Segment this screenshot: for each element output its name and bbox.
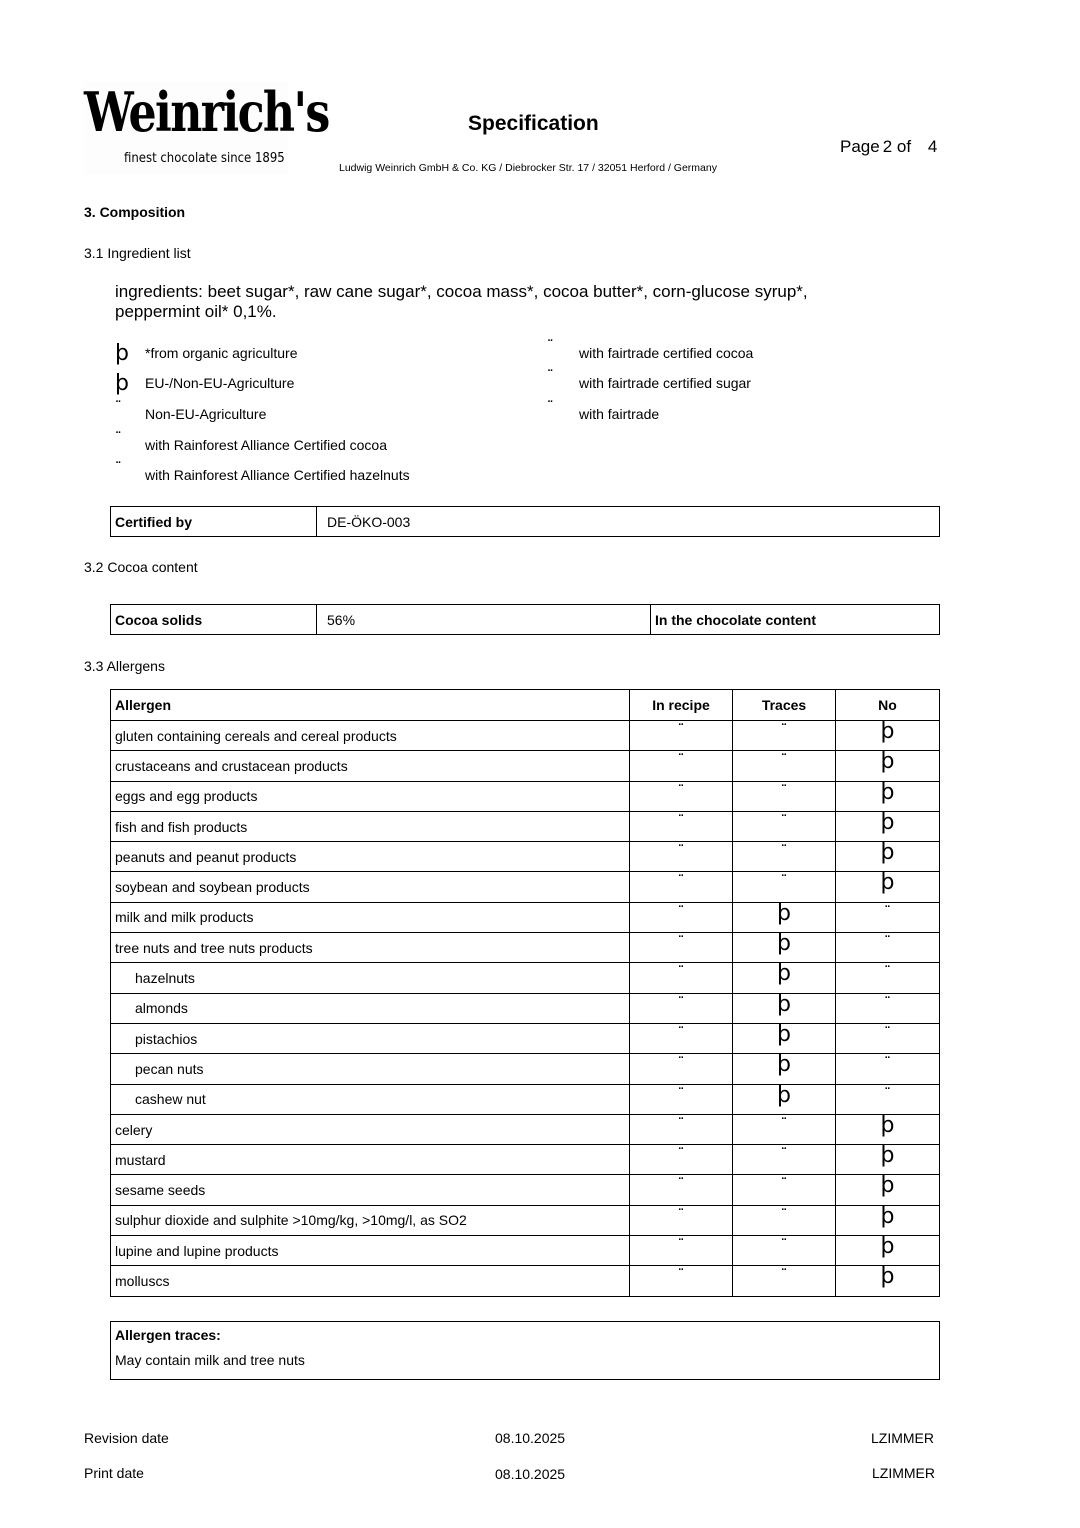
allergen-no-cell xyxy=(836,1236,940,1266)
legend-item-left-2: Non-EU-Agriculture xyxy=(145,406,267,422)
certified-table xyxy=(110,506,940,537)
print-user: LZIMMER xyxy=(872,1465,935,1481)
legend-item-left-4: with Rainforest Alliance Certified hazelnuts xyxy=(145,467,410,483)
unchecked-box-icon: ¨ xyxy=(677,965,685,981)
legend-item-right-2: with fairtrade xyxy=(579,406,660,422)
allergen-name: milk and milk products xyxy=(111,902,630,932)
allergen-no-cell xyxy=(836,721,940,751)
page-label: Page xyxy=(840,137,880,156)
unchecked-box-icon: ¨ xyxy=(677,1147,685,1163)
unchecked-box-icon: ¨ xyxy=(677,783,685,799)
allergen-traces-label: Allergen traces: xyxy=(115,1327,221,1343)
allergen-name: hazelnuts xyxy=(111,963,630,993)
allergen-traces-cell xyxy=(733,993,836,1023)
unchecked-box-icon: ¨ xyxy=(677,723,685,738)
allergen-traces-cell xyxy=(733,721,836,751)
header-traces: Traces xyxy=(733,690,836,721)
allergen-traces-cell xyxy=(733,1236,836,1266)
allergen-in-recipe-cell xyxy=(630,1023,733,1053)
allergen-in-recipe-cell xyxy=(630,721,733,751)
allergen-traces-cell xyxy=(733,811,836,841)
allergen-name: pecan nuts xyxy=(111,1054,630,1084)
subsection-cocoa: 3.2 Cocoa content xyxy=(84,559,198,575)
unchecked-box-icon: ¨ xyxy=(780,723,788,738)
allergen-name: fish and fish products xyxy=(111,811,630,841)
checked-box-icon: þ xyxy=(880,840,895,866)
legend-item-right-1: with fairtrade certified sugar xyxy=(579,375,751,391)
allergen-traces-cell xyxy=(733,751,836,781)
unchecked-box-icon: ¨ xyxy=(677,995,685,1011)
page-indicator xyxy=(840,137,937,157)
unchecked-box-icon: ¨ xyxy=(884,995,891,1011)
allergen-name: molluscs xyxy=(111,1266,630,1296)
page-current: 2 xyxy=(882,137,893,156)
allergen-row xyxy=(111,933,940,963)
allergen-name: eggs and egg products xyxy=(111,781,630,811)
subsection-ingredients: 3.1 Ingredient list xyxy=(84,245,191,261)
checked-box-icon: þ xyxy=(880,1173,895,1199)
allergen-no-cell xyxy=(836,902,940,932)
unchecked-box-icon: ¨ xyxy=(677,904,685,920)
allergen-in-recipe-cell xyxy=(630,963,733,993)
checked-box-icon: þ xyxy=(880,719,895,744)
allergen-traces-cell xyxy=(733,902,836,932)
allergen-row xyxy=(111,1023,940,1053)
allergen-name: peanuts and peanut products xyxy=(111,842,630,872)
allergen-in-recipe-cell xyxy=(630,1114,733,1144)
allergen-name: gluten containing cereals and cereal products xyxy=(111,721,630,751)
allergen-no-cell xyxy=(836,933,940,963)
allergen-no-cell xyxy=(836,1175,940,1205)
allergen-traces-cell xyxy=(733,872,836,902)
allergen-in-recipe-cell xyxy=(630,811,733,841)
unchecked-box-icon: ¨ xyxy=(884,904,891,920)
allergen-traces-cell xyxy=(733,1266,836,1296)
allergen-row xyxy=(111,963,940,993)
unchecked-box-icon: ¨ xyxy=(780,783,788,799)
checked-box-icon: þ xyxy=(777,900,791,926)
allergen-in-recipe-cell xyxy=(630,1175,733,1205)
allergen-no-cell xyxy=(836,811,940,841)
allergen-traces-cell xyxy=(733,933,836,963)
checked-box-icon: þ xyxy=(880,779,895,805)
allergen-row xyxy=(111,751,940,781)
unchecked-box-icon: ¨ xyxy=(115,400,122,415)
legend-item-left-0: *from organic agriculture xyxy=(145,345,298,361)
allergen-table xyxy=(110,689,940,1297)
allergen-in-recipe-cell xyxy=(630,872,733,902)
allergen-in-recipe-cell xyxy=(630,1266,733,1296)
checked-box-icon: þ xyxy=(115,341,129,366)
revision-label: Revision date xyxy=(84,1430,169,1446)
allergen-traces-box xyxy=(110,1321,940,1380)
document-title: Specification xyxy=(468,112,599,135)
unchecked-box-icon: ¨ xyxy=(884,1056,891,1072)
checked-box-icon: þ xyxy=(880,809,895,835)
legend-item-left-1: EU-/Non-EU-Agriculture xyxy=(145,375,295,391)
allergen-row xyxy=(111,1054,940,1084)
allergen-row xyxy=(111,993,940,1023)
unchecked-box-icon: ¨ xyxy=(547,369,554,384)
checked-box-icon: þ xyxy=(880,1234,895,1260)
allergen-traces-text: May contain milk and tree nuts xyxy=(115,1352,305,1368)
checked-box-icon: þ xyxy=(880,1203,895,1229)
certified-value: DE-ÖKO-003 xyxy=(317,507,940,537)
certified-label: Certified by xyxy=(111,507,317,537)
allergen-in-recipe-cell xyxy=(630,1236,733,1266)
legend-item-right-0: with fairtrade certified cocoa xyxy=(579,345,754,361)
logo-tagline: finest chocolate since 1895 xyxy=(124,151,285,166)
allergen-row xyxy=(111,1145,940,1175)
allergen-in-recipe-cell xyxy=(630,751,733,781)
unchecked-box-icon: ¨ xyxy=(780,1147,788,1163)
unchecked-box-icon: ¨ xyxy=(780,844,788,860)
subsection-allergens: 3.3 Allergens xyxy=(84,658,165,674)
header-allergen: Allergen xyxy=(111,690,630,721)
allergen-row xyxy=(111,1114,940,1144)
cocoa-label: Cocoa solids xyxy=(111,605,317,635)
allergen-no-cell xyxy=(836,1023,940,1053)
revision-date: 08.10.2025 xyxy=(495,1430,566,1446)
allergen-name: cashew nut xyxy=(111,1084,630,1114)
checked-box-icon: þ xyxy=(880,1264,895,1290)
unchecked-box-icon: ¨ xyxy=(115,431,122,446)
checked-box-icon: þ xyxy=(880,1112,895,1138)
allergen-no-cell xyxy=(836,781,940,811)
unchecked-box-icon: ¨ xyxy=(547,339,554,354)
cocoa-note: In the chocolate content xyxy=(651,605,940,635)
allergen-no-cell xyxy=(836,872,940,902)
allergen-traces-cell xyxy=(733,781,836,811)
allergen-no-cell xyxy=(836,1145,940,1175)
allergen-name: sulphur dioxide and sulphite >10mg/kg, >10mg/l, as SO2 xyxy=(111,1205,630,1235)
allergen-row xyxy=(111,781,940,811)
page-total: 4 xyxy=(927,137,938,156)
allergen-traces-cell xyxy=(733,842,836,872)
section-title: 3. Composition xyxy=(84,204,186,220)
allergen-no-cell xyxy=(836,1084,940,1114)
allergen-no-cell xyxy=(836,963,940,993)
allergen-row xyxy=(111,721,940,751)
allergen-row xyxy=(111,1084,940,1114)
unchecked-box-icon: ¨ xyxy=(780,813,788,829)
unchecked-box-icon: ¨ xyxy=(547,400,554,415)
unchecked-box-icon: ¨ xyxy=(677,1116,685,1132)
unchecked-box-icon: ¨ xyxy=(780,1268,788,1284)
checked-box-icon: þ xyxy=(777,1052,791,1078)
revision-user: LZIMMER xyxy=(871,1430,934,1446)
company-address: Ludwig Weinrich GmbH & Co. KG / Diebrocker Str. 17 / 32051 Herford / Germany xyxy=(339,162,717,174)
checked-box-icon: þ xyxy=(777,1021,791,1047)
allergen-row xyxy=(111,1266,940,1296)
header-no: No xyxy=(836,690,940,721)
unchecked-box-icon: ¨ xyxy=(677,1086,685,1102)
ingredient-line-2: peppermint oil* 0,1%. xyxy=(115,302,277,321)
allergen-name: tree nuts and tree nuts products xyxy=(111,933,630,963)
page-of: of xyxy=(896,137,912,156)
allergen-in-recipe-cell xyxy=(630,1084,733,1114)
checked-box-icon: þ xyxy=(777,991,791,1017)
unchecked-box-icon: ¨ xyxy=(677,1207,685,1223)
allergen-traces-cell xyxy=(733,1054,836,1084)
checked-box-icon: þ xyxy=(880,749,895,775)
allergen-in-recipe-cell xyxy=(630,1205,733,1235)
unchecked-box-icon: ¨ xyxy=(677,1177,685,1193)
allergen-traces-cell xyxy=(733,963,836,993)
allergen-no-cell xyxy=(836,1054,940,1084)
unchecked-box-icon: ¨ xyxy=(884,965,891,981)
allergen-in-recipe-cell xyxy=(630,902,733,932)
unchecked-box-icon: ¨ xyxy=(677,844,685,860)
allergen-row xyxy=(111,1205,940,1235)
print-date: 08.10.2025 xyxy=(495,1466,566,1482)
allergen-header-row xyxy=(111,690,940,721)
allergen-traces-cell xyxy=(733,1205,836,1235)
legend-item-left-3: with Rainforest Alliance Certified cocoa xyxy=(145,437,388,453)
allergen-no-cell xyxy=(836,842,940,872)
checked-box-icon: þ xyxy=(880,870,895,896)
allergen-row xyxy=(111,872,940,902)
unchecked-box-icon: ¨ xyxy=(884,935,891,951)
unchecked-box-icon: ¨ xyxy=(677,813,685,829)
unchecked-box-icon: ¨ xyxy=(780,753,788,769)
allergen-in-recipe-cell xyxy=(630,1145,733,1175)
allergen-in-recipe-cell xyxy=(630,993,733,1023)
unchecked-box-icon: ¨ xyxy=(780,1238,788,1254)
unchecked-box-icon: ¨ xyxy=(677,1056,685,1072)
allergen-no-cell xyxy=(836,993,940,1023)
unchecked-box-icon: ¨ xyxy=(115,461,122,476)
allergen-name: mustard xyxy=(111,1145,630,1175)
allergen-no-cell xyxy=(836,1205,940,1235)
allergen-traces-cell xyxy=(733,1175,836,1205)
allergen-no-cell xyxy=(836,1266,940,1296)
ingredient-list xyxy=(115,282,895,322)
print-label: Print date xyxy=(84,1465,144,1481)
checked-box-icon: þ xyxy=(777,961,791,987)
allergen-no-cell xyxy=(836,751,940,781)
allergen-name: soybean and soybean products xyxy=(111,872,630,902)
allergen-in-recipe-cell xyxy=(630,933,733,963)
allergen-in-recipe-cell xyxy=(630,1054,733,1084)
allergen-name: pistachios xyxy=(111,1023,630,1053)
unchecked-box-icon: ¨ xyxy=(884,1025,891,1041)
allergen-name: lupine and lupine products xyxy=(111,1236,630,1266)
unchecked-box-icon: ¨ xyxy=(677,1268,685,1284)
unchecked-box-icon: ¨ xyxy=(780,1116,788,1132)
header-in-recipe: In recipe xyxy=(630,690,733,721)
unchecked-box-icon: ¨ xyxy=(780,1207,788,1223)
allergen-traces-cell xyxy=(733,1114,836,1144)
allergen-row xyxy=(111,842,940,872)
unchecked-box-icon: ¨ xyxy=(780,1177,788,1193)
allergen-rows xyxy=(111,721,940,1297)
allergen-name: sesame seeds xyxy=(111,1175,630,1205)
cocoa-table xyxy=(110,604,940,635)
ingredient-line-1: ingredients: beet sugar*, raw cane sugar*, cocoa mass*, cocoa butter*, corn-glucose syrup*, xyxy=(115,282,808,301)
checked-box-icon: þ xyxy=(777,1082,791,1108)
unchecked-box-icon: ¨ xyxy=(677,1025,685,1041)
allergen-traces-cell xyxy=(733,1023,836,1053)
unchecked-box-icon: ¨ xyxy=(780,874,788,890)
allergen-in-recipe-cell xyxy=(630,781,733,811)
allergen-no-cell xyxy=(836,1114,940,1144)
unchecked-box-icon: ¨ xyxy=(884,1086,891,1102)
allergen-in-recipe-cell xyxy=(630,842,733,872)
allergen-row xyxy=(111,811,940,841)
checked-box-icon: þ xyxy=(880,1143,895,1169)
allergen-name: almonds xyxy=(111,993,630,1023)
unchecked-box-icon: ¨ xyxy=(677,753,685,769)
allergen-row xyxy=(111,1175,940,1205)
allergen-name: celery xyxy=(111,1114,630,1144)
unchecked-box-icon: ¨ xyxy=(677,1238,685,1254)
checked-box-icon: þ xyxy=(777,931,791,957)
logo-wordmark: Weinrich's xyxy=(84,80,329,144)
allergen-row xyxy=(111,1236,940,1266)
allergen-traces-cell xyxy=(733,1084,836,1114)
cocoa-value: 56% xyxy=(317,605,651,635)
allergen-row xyxy=(111,902,940,932)
checked-box-icon: þ xyxy=(115,371,129,396)
unchecked-box-icon: ¨ xyxy=(677,935,685,951)
unchecked-box-icon: ¨ xyxy=(677,874,685,890)
allergen-name: crustaceans and crustacean products xyxy=(111,751,630,781)
allergen-traces-cell xyxy=(733,1145,836,1175)
